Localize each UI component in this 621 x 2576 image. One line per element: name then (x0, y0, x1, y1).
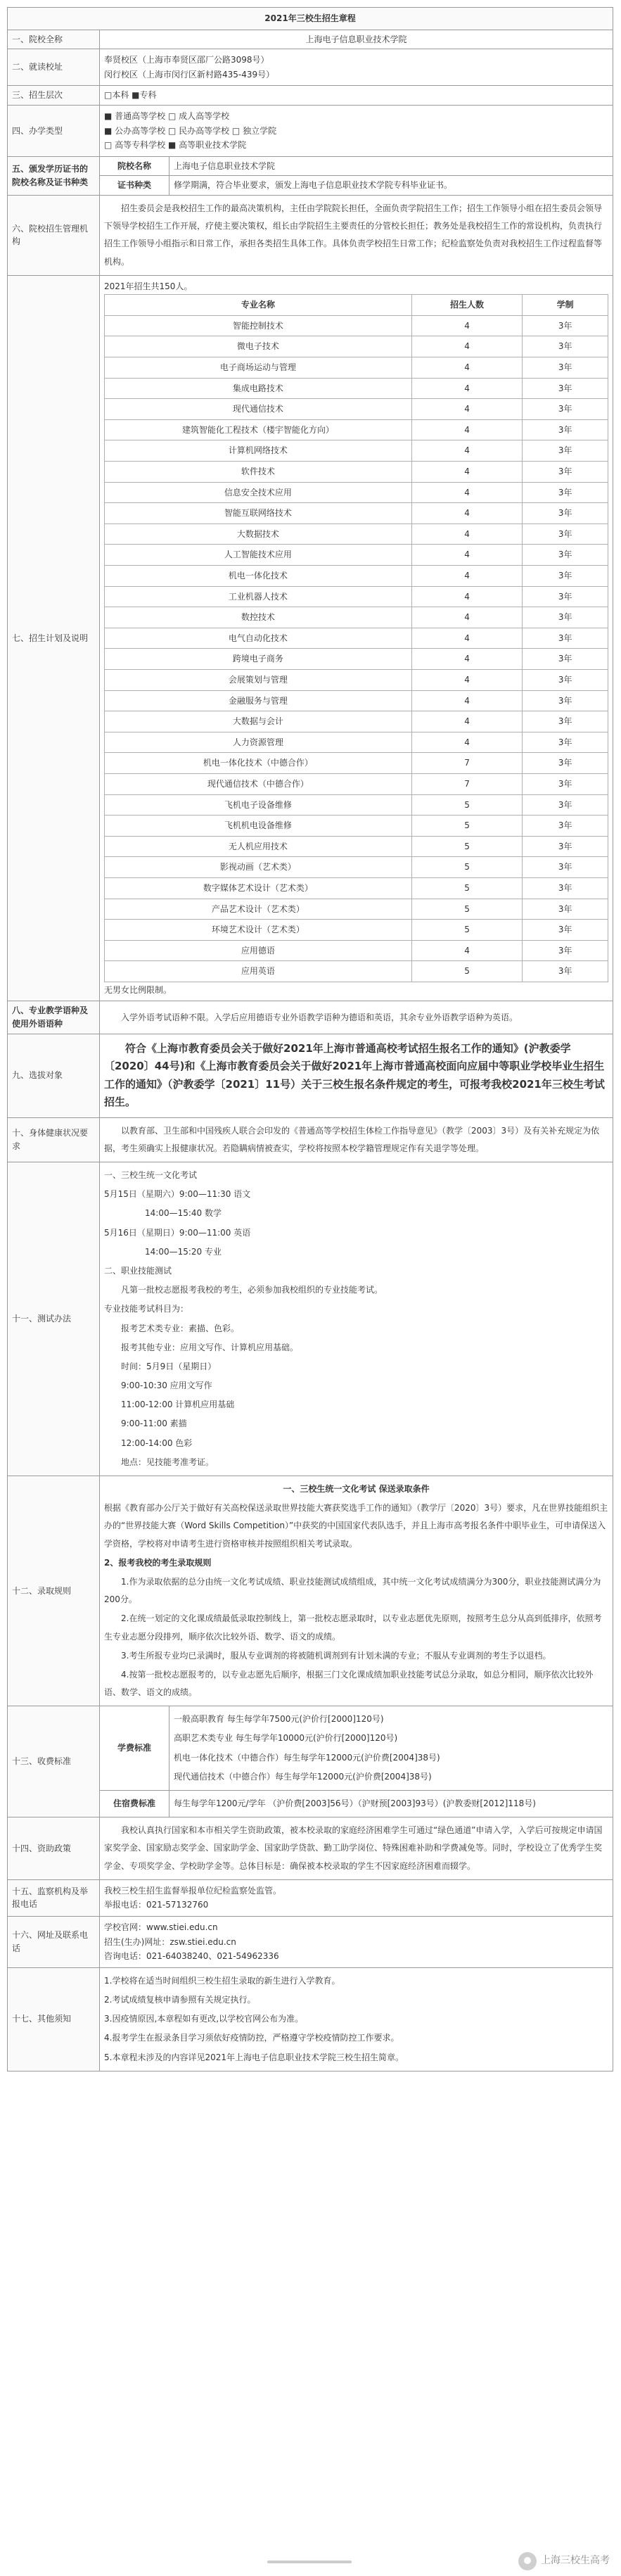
row-label: 十二、录取规则 (8, 1476, 100, 1706)
exam-cell (100, 1162, 613, 1476)
major-count: 7 (411, 773, 523, 794)
major-row (105, 732, 608, 753)
exam-schedule-item: 11:00-12:00 计算机应用基础 (121, 1400, 235, 1410)
web-line: 咨询电话：021-64038240、021-54962336 (104, 1951, 279, 1962)
major-name: 电子商场运动与管理 (105, 357, 412, 379)
other-cell (100, 1967, 613, 2071)
quals-text: 符合《上海市教育委员会关于做好2021年上海市普通高校考试招生报名工作的通知》(沪教委学〔2020〕44号)和《上海市教育委员会关于做好2021年上海市普通高校面向应届中等职业学校毕业生招生工作的通知》（沪教委学〔2021〕11号）关于三校生报名条件规定的考生，可报考我校2021年三校生考试招生。 (104, 1041, 605, 1109)
row-exam (8, 1162, 613, 1476)
dorm-line: 每生每学年1200元/学年 （沪价费[2003]56号）（沪财预[2003]93号）(沪教委财[2012]118号) (174, 1798, 536, 1809)
major-name: 应用德语 (105, 940, 412, 961)
watermark (0, 2534, 621, 2576)
cert-school-row (100, 157, 613, 177)
major-name: 智能控制技术 (105, 315, 412, 336)
row-label: 三、招生层次 (8, 86, 100, 106)
row-address (8, 49, 613, 86)
major-name: 金融服务与管理 (105, 690, 412, 711)
major-row (105, 690, 608, 711)
major-name: 会展策划与管理 (105, 669, 412, 690)
row-health (8, 1117, 613, 1162)
major-count: 4 (411, 462, 523, 483)
super-cell (100, 1879, 613, 1916)
major-years: 3年 (523, 961, 608, 982)
row-web (8, 1916, 613, 1967)
major-years: 3年 (523, 545, 608, 566)
major-name: 计算机网络技术 (105, 440, 412, 462)
row-aid (8, 1817, 613, 1880)
exam-line: 14:00—15:40 数学 (145, 1208, 222, 1219)
major-count: 4 (411, 315, 523, 336)
row-plan (8, 275, 613, 1001)
major-count: 4 (411, 357, 523, 379)
major-years: 3年 (523, 669, 608, 690)
major-row (105, 482, 608, 503)
major-count: 4 (411, 607, 523, 628)
major-years: 3年 (523, 462, 608, 483)
admit-rule: 1.作为录取依据的总分由统一文化考试成绩、职业技能测试成绩组成，其中统一文化考试成绩满分为300分，职业技能测试满分为200分。 (104, 1576, 601, 1605)
admit-cell (100, 1476, 613, 1706)
major-name: 信息安全技术应用 (105, 482, 412, 503)
major-name: 产品艺术设计（艺术类） (105, 899, 412, 920)
major-name: 大数据技术 (105, 524, 412, 545)
admit-title: 一、三校生统一文化考试 保送录取条件 (283, 1484, 430, 1495)
exam-section-title: 一、三校生统一文化考试 (104, 1170, 198, 1181)
major-years: 3年 (523, 586, 608, 607)
row-qualification (8, 1034, 613, 1117)
major-name: 微电子技术 (105, 336, 412, 357)
major-count: 4 (411, 440, 523, 462)
tuition-line: 一般高职教育 每生每学年7500元(沪价行[2000]120号) (174, 1714, 384, 1725)
major-row (105, 857, 608, 878)
major-years: 3年 (523, 816, 608, 837)
major-name: 人力资源管理 (105, 732, 412, 753)
major-years: 3年 (523, 857, 608, 878)
major-years: 3年 (523, 711, 608, 732)
major-years: 3年 (523, 836, 608, 857)
admit-rule: 3.考生所报专业均已录满时，服从专业调剂的将被随机调剂到有计划未满的专业；不服从专业调剂的考生予以退档。 (121, 1650, 551, 1661)
row-supervision (8, 1879, 613, 1916)
other-line: 2.考试成绩复核申请参照有关规定执行。 (104, 1994, 256, 2005)
major-years: 3年 (523, 357, 608, 379)
row-name (8, 30, 613, 49)
major-years: 3年 (523, 440, 608, 462)
type-line: □ 高等专科学校 ■ 高等职业技术学院 (104, 140, 247, 151)
row-label: 十一、测试办法 (8, 1162, 100, 1476)
major-years: 3年 (523, 315, 608, 336)
major-count: 5 (411, 920, 523, 941)
wechat-icon (518, 2552, 537, 2570)
certificate-cell (100, 156, 613, 195)
major-name: 智能互联网络技术 (105, 503, 412, 524)
major-count: 5 (411, 857, 523, 878)
exam-schedule-item: 12:00-14:00 色彩 (121, 1438, 193, 1448)
exam-time: 时间：5月9日（星期日） (121, 1361, 217, 1371)
major-row (105, 649, 608, 670)
exam-schedule-item: 9:00-11:00 素描 (121, 1419, 187, 1429)
dorm-label: 住宿费标准 (100, 1791, 169, 1817)
major-years: 3年 (523, 524, 608, 545)
col-header-years: 学制 (523, 295, 608, 316)
level-value: □本科 ■专科 (100, 86, 613, 106)
major-row (105, 545, 608, 566)
major-row (105, 336, 608, 357)
row-label: 二、就读校址 (8, 49, 100, 86)
major-name: 机电一体化技术 (105, 566, 412, 587)
major-row (105, 753, 608, 774)
cert-type-value: 修学期满，符合毕业要求，颁发上海电子信息职业技术学院专科毕业证书。 (174, 180, 453, 191)
major-years: 3年 (523, 419, 608, 440)
address-line: 闵行校区（上海市闵行区新村路435-439号） (104, 69, 275, 80)
major-name: 人工智能技术应用 (105, 545, 412, 566)
cert-type-label: 证书种类 (100, 176, 169, 195)
major-count: 4 (411, 690, 523, 711)
org-cell (100, 195, 613, 275)
address-line: 奉贤校区（上海市奉贤区邵厂公路3098号） (104, 55, 269, 65)
major-name: 数控技术 (105, 607, 412, 628)
major-row (105, 419, 608, 440)
major-count: 5 (411, 816, 523, 837)
major-row (105, 566, 608, 587)
exam-text: 专业技能考试科目为： (104, 1304, 189, 1314)
major-count: 4 (411, 940, 523, 961)
major-count: 7 (411, 753, 523, 774)
major-row (105, 524, 608, 545)
watermark-badge (518, 2552, 610, 2570)
major-row (105, 628, 608, 649)
major-name: 建筑智能化工程技术（楼宇智能化方向） (105, 419, 412, 440)
row-label: 八、专业教学语种及使用外语语种 (8, 1001, 100, 1034)
major-row (105, 899, 608, 920)
major-row (105, 920, 608, 941)
major-row (105, 607, 608, 628)
major-count: 4 (411, 378, 523, 399)
major-name: 现代通信技术 (105, 399, 412, 420)
major-row (105, 877, 608, 899)
major-row (105, 711, 608, 732)
row-level (8, 86, 613, 106)
exam-text: 凡第一批校志愿报考我校的考生，必须参加我校组织的专业技能考试。 (121, 1285, 383, 1295)
lang-text: 入学外语考试语种不限。入学后应用德语专业外语教学语种为德语和英语，其余专业外语教学语种为英语。 (121, 1012, 518, 1022)
major-row (105, 315, 608, 336)
major-count: 4 (411, 628, 523, 649)
major-name: 飞机机电设备维修 (105, 816, 412, 837)
major-years: 3年 (523, 690, 608, 711)
tuition-line: 现代通信技术（中德合作）每生每学年12000元(沪价费[2004]38号) (174, 1771, 432, 1782)
major-years: 3年 (523, 649, 608, 670)
exam-item: 报考艺术类专业：素描、色彩。 (121, 1323, 240, 1333)
health-cell (100, 1117, 613, 1162)
major-name: 机电一体化技术（中德合作） (105, 753, 412, 774)
major-row (105, 462, 608, 483)
lang-cell (100, 1001, 613, 1034)
row-admission (8, 1476, 613, 1706)
major-count: 4 (411, 586, 523, 607)
tuition-line: 高职艺术类专业 每生每学年10000元(沪价行[2000]120号) (174, 1733, 398, 1744)
super-line: 我校三校生招生监督举报单位纪检监察处监管。 (104, 1885, 282, 1896)
major-row (105, 773, 608, 794)
cert-school-label: 院校名称 (100, 157, 169, 176)
dorm-row (100, 1791, 613, 1817)
major-years: 3年 (523, 794, 608, 816)
major-name: 集成电路技术 (105, 378, 412, 399)
major-years: 3年 (523, 566, 608, 587)
major-years: 3年 (523, 753, 608, 774)
exam-line: 14:00—15:20 专业 (145, 1246, 222, 1257)
major-count: 4 (411, 566, 523, 587)
major-count: 5 (411, 961, 523, 982)
major-count: 4 (411, 399, 523, 420)
row-label: 四、办学类型 (8, 105, 100, 156)
major-row (105, 586, 608, 607)
major-name: 电气自动化技术 (105, 628, 412, 649)
row-language (8, 1001, 613, 1034)
dorm-values (169, 1791, 613, 1817)
admit-text: 根据《教育部办公厅关于做好有关高校保送录取世界技能大赛获奖选手工作的通知》（教学厅〔2020〕3号）要求，凡在世界技能组织主办的“世界技能大赛（Word Skills Competition）”中获奖的中国国家代表队选手，并且上海市高考报名条件中职毕业生，可申请保送入学资格，学校将对申请考生进行资格审核并按照组织相关考试录取。 (104, 1503, 608, 1549)
row-label: 十五、监察机构及举报电话 (8, 1879, 100, 1916)
page-title: 2021年三校生招生章程 (8, 8, 613, 30)
row-label: 十六、网址及联系电话 (8, 1916, 100, 1967)
type-line: ■ 普通高等学校 □ 成人高等学校 (104, 110, 230, 121)
super-line: 举报电话：021-57132760 (104, 1900, 209, 1910)
row-label: 九、选拔对象 (8, 1034, 100, 1117)
major-years: 3年 (523, 773, 608, 794)
major-count: 4 (411, 503, 523, 524)
row-label: 十七、其他须知 (8, 1967, 100, 2071)
row-type (8, 105, 613, 156)
aid-cell (100, 1817, 613, 1880)
major-name: 数字媒体艺术设计（艺术类） (105, 877, 412, 899)
charter-table (7, 7, 613, 2071)
tuition-line: 机电一体化技术（中德合作）每生每学年12000元(沪价费[2004]38号) (174, 1752, 440, 1763)
major-row (105, 940, 608, 961)
major-row (105, 357, 608, 379)
tuition-label: 学费标准 (100, 1706, 169, 1790)
plan-note: 无男女比例限制。 (104, 984, 172, 995)
row-label: 十四、资助政策 (8, 1817, 100, 1880)
major-row (105, 669, 608, 690)
major-years: 3年 (523, 482, 608, 503)
major-name: 飞机电子设备维修 (105, 794, 412, 816)
other-line: 1.学校将在适当时间组织三校生招生录取的新生进行入学教育。 (104, 1975, 340, 1986)
col-header-count: 招生人数 (411, 295, 523, 316)
cert-type-row (100, 176, 613, 195)
row-fees (8, 1706, 613, 1817)
col-header-major: 专业名称 (105, 295, 412, 316)
majors-table (104, 294, 608, 982)
row-other (8, 1967, 613, 2071)
admit-rule: 4.按第一批校志愿报考的，以专业志愿先后顺序，根据三门文化课成绩加职业技能考试总分录取，如总分相同，顺序依次比较外语、数学、语文的成绩。 (104, 1669, 594, 1698)
type-cell (100, 105, 613, 156)
major-count: 4 (411, 524, 523, 545)
majors-header (105, 295, 608, 316)
major-row (105, 378, 608, 399)
major-name: 工业机器人技术 (105, 586, 412, 607)
major-name: 现代通信技术（中德合作） (105, 773, 412, 794)
major-years: 3年 (523, 378, 608, 399)
major-years: 3年 (523, 732, 608, 753)
row-certificate (8, 156, 613, 195)
major-years: 3年 (523, 503, 608, 524)
tuition-row (100, 1706, 613, 1791)
row-label: 七、招生计划及说明 (8, 275, 100, 1001)
major-name: 环境艺术设计（艺术类） (105, 920, 412, 941)
major-name: 应用英语 (105, 961, 412, 982)
plan-intro: 2021年招生共150人。 (104, 281, 193, 291)
title-row (8, 8, 613, 30)
other-line: 4.报考学生在报录条目学习须依好疫情防控，严格遵守学校疫情防控工作要求。 (104, 2033, 399, 2043)
school-name: 上海电子信息职业技术学院 (100, 30, 613, 49)
major-row (105, 961, 608, 982)
major-row (105, 399, 608, 420)
major-count: 4 (411, 732, 523, 753)
org-text: 招生委员会是我校招生工作的最高决策机构，主任由学院院长担任，全面负责学院招生工作；招生工作领导小组在招生委员会领导下领导学校招生工作开展，疗使主要决策权，组长由学院招生主要责任的分管校长担任；教务处是我校招生工作的常设机构，负责执行招生工作领导小组指示和日常工作，承担各类招生具体工作。具体负责学校招生日常工作；纪检监察处负责对我校招生工作过程监督等机构。 (104, 203, 603, 267)
major-years: 3年 (523, 607, 608, 628)
watermark-text: 上海三校生高考 (541, 2555, 610, 2567)
major-years: 3年 (523, 336, 608, 357)
major-row (105, 503, 608, 524)
major-years: 3年 (523, 877, 608, 899)
exam-line: 5月16日（星期日）9:00—11:00 英语 (104, 1227, 251, 1238)
exam-line: 5月15日（星期六）9:00—11:30 语文 (104, 1189, 251, 1200)
major-name: 跨境电子商务 (105, 649, 412, 670)
type-line: ■ 公办高等学校 □ 民办高等学校 □ 独立学院 (104, 125, 277, 136)
fees-cell (100, 1706, 613, 1817)
address-cell (100, 49, 613, 86)
major-name: 影视动画（艺术类） (105, 857, 412, 878)
web-cell (100, 1916, 613, 1967)
row-org (8, 195, 613, 275)
major-years: 3年 (523, 628, 608, 649)
plan-cell (100, 275, 613, 1001)
major-count: 4 (411, 545, 523, 566)
health-text: 以教育部、卫生部和中国残疾人联合会印发的《普通高等学校招生体检工作指导意见》（教学〔2003〕3号）及有关补充规定为依据，考生须确实上报健康状况。若隐瞒病情被查实，学校将按照本校学籍管理规定作有关退学等处理。 (104, 1125, 600, 1153)
row-label: 十、身体健康状况要求 (8, 1117, 100, 1162)
major-name: 软件技术 (105, 462, 412, 483)
row-label: 六、院校招生管理机构 (8, 195, 100, 275)
web-line: 学校官网：www.stiei.edu.cn (104, 1922, 218, 1932)
major-count: 4 (411, 419, 523, 440)
major-row (105, 836, 608, 857)
major-count: 4 (411, 711, 523, 732)
major-row (105, 816, 608, 837)
other-line: 5.本章程未涉及的内容详见2021年上海电子信息职业技术学院三校生招生简章。 (104, 2052, 404, 2062)
tuition-values (169, 1706, 613, 1790)
exam-item: 报考其他专业：应用文写作、计算机应用基础。 (121, 1342, 299, 1352)
quals-cell (100, 1034, 613, 1117)
major-count: 4 (411, 649, 523, 670)
major-count: 5 (411, 836, 523, 857)
major-years: 3年 (523, 940, 608, 961)
exam-section-title: 二、职业技能测试 (104, 1265, 172, 1276)
major-count: 5 (411, 794, 523, 816)
major-count: 4 (411, 482, 523, 503)
major-years: 3年 (523, 899, 608, 920)
admit-rule: 2.在统一划定的文化课成绩最低录取控制线上，第一批校志愿录取时，以专业志愿优先原则，按照考生总分从高到低排序，依照考生专业志愿分段排列，顺序依次比较外语、数学、语文的成绩。 (104, 1613, 602, 1642)
major-count: 4 (411, 336, 523, 357)
major-count: 4 (411, 669, 523, 690)
major-row (105, 794, 608, 816)
major-count: 5 (411, 877, 523, 899)
charter-page (7, 7, 613, 2071)
major-name: 无人机应用技术 (105, 836, 412, 857)
major-name: 大数据与会计 (105, 711, 412, 732)
major-count: 5 (411, 899, 523, 920)
exam-schedule-item: 9:00-10:30 应用文写作 (121, 1381, 212, 1391)
other-line: 3.因疫情原因,本章程如有更改,以学校官网公布为准。 (104, 2014, 304, 2024)
row-label: 五、颁发学历证书的院校名称及证书种类 (8, 156, 100, 195)
aid-text: 我校认真执行国家和本市相关学生资助政策，被本校录取的家庭经济困难学生可通过“绿色通道”申请入学，入学后可按规定申请国家奖学金、国家励志奖学金、国家助学金、国家助学贷款、勤工助学岗位、特殊困难补助和学费减免等。同时，学校设立了优秀学生奖学金、专项奖学金、学校助学金等。总体目标是：确保被本校录取的学生不因家庭经济困难而辍学。 (104, 1825, 603, 1871)
row-label: 一、院校全称 (8, 30, 100, 49)
admit-subtitle: 2、报考我校的考生录取规则 (104, 1557, 212, 1568)
cert-school-value: 上海电子信息职业技术学院 (174, 160, 276, 171)
major-row (105, 440, 608, 462)
row-label: 十三、收费标准 (8, 1706, 100, 1817)
divider (267, 2561, 352, 2563)
web-line: 招生(生办)网址：zsw.stiei.edu.cn (104, 1936, 236, 1947)
major-years: 3年 (523, 920, 608, 941)
exam-place: 地点：见技能考准考证。 (121, 1457, 215, 1467)
major-years: 3年 (523, 399, 608, 420)
